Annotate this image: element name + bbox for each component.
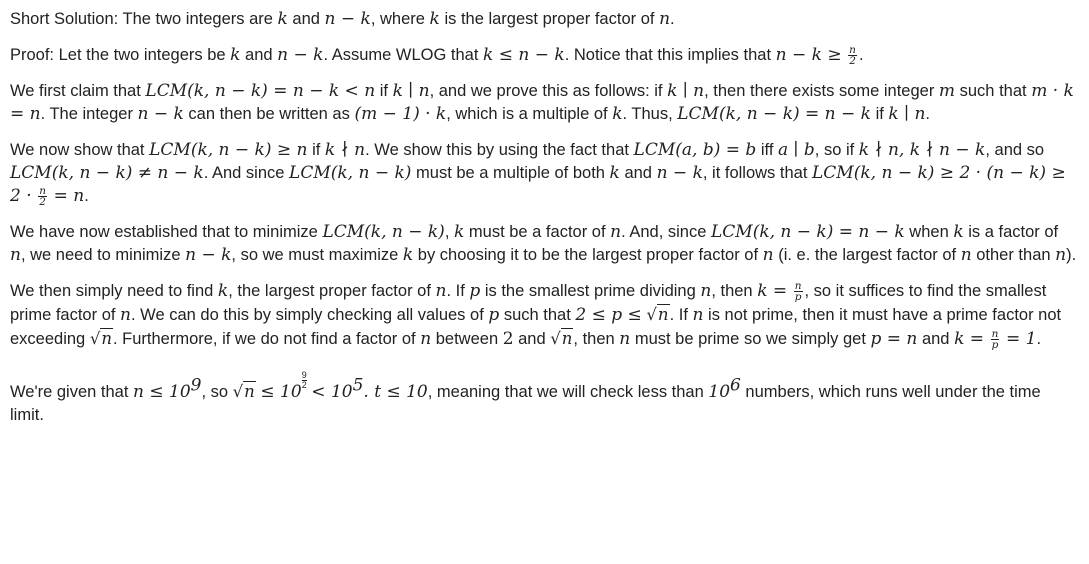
text: , so if [814, 141, 859, 159]
square-root [90, 330, 113, 348]
math: < 10 [311, 382, 353, 402]
text: We first claim that [10, 82, 146, 100]
text: Short Solution: The two integers are [10, 10, 278, 28]
square-root [233, 383, 256, 401]
math: = 1 [1005, 329, 1037, 349]
math: LCM(a, b) = b [633, 140, 757, 160]
text: , meaning that we will check less than [427, 383, 709, 401]
text: and [917, 330, 955, 348]
text: . And since [203, 164, 290, 182]
fraction-numerator: n [794, 280, 802, 293]
math: k [277, 9, 288, 29]
fraction-denominator: 2 [39, 196, 46, 209]
text: , we need to minimize [20, 246, 186, 264]
radical-sign-icon: √ [550, 329, 561, 348]
math: n − k ≥ [775, 45, 842, 65]
prime-factor-paragraph [10, 280, 1077, 351]
text: . And, since [621, 223, 711, 241]
text: . If [669, 306, 693, 324]
text: must be prime so we simply get [630, 330, 871, 348]
square-root [550, 330, 573, 348]
math: k ∤ n [324, 140, 366, 160]
exponent: 6 [730, 375, 741, 396]
math: k [217, 281, 229, 301]
math: = n [53, 186, 85, 206]
text: . [858, 46, 864, 64]
math: n [692, 305, 704, 325]
math: n − k [656, 163, 703, 183]
radicand: n [561, 329, 573, 348]
text: iff [756, 141, 778, 159]
fraction [991, 329, 1000, 350]
text: must be a multiple of both [411, 164, 610, 182]
math: k [402, 245, 414, 265]
text: if [375, 82, 393, 100]
math: m [938, 81, 956, 101]
text: . Assume WLOG that [323, 46, 484, 64]
text: , it follows that [702, 164, 813, 182]
math: n [762, 245, 774, 265]
math: LCM(k, n − k) = n − k < n [145, 81, 376, 101]
fraction-denominator: p [794, 291, 802, 304]
exponent: 5 [352, 375, 364, 396]
text: and [619, 164, 657, 182]
math: p [469, 281, 481, 301]
radical-sign-icon: √ [646, 305, 657, 324]
text: , and so [985, 141, 1045, 159]
math: n [1055, 245, 1067, 265]
math: 2 ≤ p ≤ [575, 305, 642, 325]
math: LCM(k, n − k) [322, 222, 445, 242]
fraction-numerator: n [991, 328, 999, 341]
text: and [240, 46, 278, 64]
text: , the largest proper factor of [228, 282, 436, 300]
text: . Furthermore, if we do not find a factor of [112, 330, 421, 348]
fraction-numerator: n [849, 44, 856, 57]
math: k = [757, 281, 788, 301]
math: 2 [502, 329, 514, 349]
second-claim-paragraph [10, 139, 1077, 208]
text: We then simply need to find [10, 282, 218, 300]
math: . t ≤ 10 [363, 382, 428, 402]
radicand: n [244, 382, 255, 401]
math: k [230, 45, 241, 65]
math: (m − 1) · k [354, 104, 447, 124]
math: LCM(k, n − k) = n − k [710, 222, 905, 242]
text: We have now established that to minimize [10, 223, 323, 241]
radical-sign-icon: √ [89, 329, 101, 348]
exponent-fraction [302, 371, 307, 390]
text: . [925, 105, 931, 123]
fraction-denominator: p [991, 339, 999, 352]
text: We now show that [10, 141, 150, 159]
fraction-numerator: n [39, 185, 46, 198]
text: . The integer [40, 105, 138, 123]
text: (i. e. the largest factor of [773, 246, 961, 264]
text: , then [711, 282, 758, 300]
fraction-denominator: 2 [849, 55, 856, 68]
math: n [700, 281, 712, 301]
text: and [513, 330, 551, 348]
proof-intro-paragraph [10, 44, 1077, 67]
text: if [307, 141, 325, 159]
math: LCM(k, n − k) ≠ n − k [10, 163, 204, 183]
math: n [435, 281, 447, 301]
math: 10 [708, 382, 731, 402]
math: n − k [185, 245, 232, 265]
text: , and we prove this as follows: if [429, 82, 668, 100]
math: n − k [137, 104, 184, 124]
math: n [120, 305, 131, 325]
text: , which is a multiple of [446, 105, 613, 123]
text: . [670, 10, 675, 28]
text: is the smallest prime dividing [480, 282, 701, 300]
text: , so it suffices to find the smallest prime factor of [10, 282, 1047, 324]
text: We're given that [10, 383, 133, 401]
math: LCM(k, n − k) [289, 163, 412, 183]
text: such that [499, 306, 576, 324]
text: . [1036, 330, 1042, 348]
fraction [848, 45, 857, 66]
radicand: n [101, 329, 112, 348]
radical-sign-icon: √ [232, 382, 244, 401]
math: p [488, 305, 500, 325]
text: and [287, 10, 325, 28]
text: is not prime, then it must have a prime factor not exceeding [10, 306, 1062, 348]
complexity-paragraph [10, 371, 1077, 427]
math: p = n [870, 329, 918, 349]
math: k ≤ n − k [483, 45, 565, 65]
math: m · k = n [10, 81, 1074, 124]
radicand: n [657, 305, 669, 324]
text: . Notice that this implies that [564, 46, 776, 64]
text: , then [573, 330, 620, 348]
text: is the largest proper factor of [439, 10, 660, 28]
text: by choosing it to be the largest proper factor of [413, 246, 763, 264]
fraction-denominator: 2 [301, 380, 307, 390]
text: ). [1066, 246, 1077, 264]
math: k [454, 222, 465, 242]
text: numbers, which runs well under the time limit. [10, 383, 1041, 424]
text: Proof: Let the two integers be [10, 46, 231, 64]
math: k [609, 163, 620, 183]
text: , so [201, 383, 233, 401]
math: LCM(k, n − k) ≥ n [149, 140, 308, 160]
short-solution-paragraph [10, 8, 1077, 31]
square-root [646, 306, 669, 324]
text: when [904, 223, 954, 241]
math: k ∤ n, k ∤ n − k [858, 140, 986, 160]
exponent: 9 [190, 375, 202, 396]
text: , [444, 223, 454, 241]
text: . We show this by using the fact that [365, 141, 634, 159]
math: k ∣ n [392, 81, 430, 101]
text: . We can do this by simply checking all values of [131, 306, 489, 324]
math: k = [954, 329, 985, 349]
math: k [429, 9, 440, 29]
fraction [794, 281, 803, 302]
first-claim-paragraph [10, 80, 1077, 126]
math: n [420, 329, 432, 349]
text: , so we must maximize [231, 246, 403, 264]
math: n [619, 329, 631, 349]
text: . Thus, [622, 105, 678, 123]
fraction [38, 186, 47, 207]
math: n − k [277, 45, 324, 65]
math: k ∣ n [667, 81, 705, 101]
math: a ∣ b [778, 140, 815, 160]
text: is a factor of [963, 223, 1059, 241]
math: k [612, 104, 623, 124]
fraction-numerator: 9 [301, 370, 307, 380]
math: k [953, 222, 964, 242]
math: ≤ 10 [260, 382, 302, 402]
math: k ∣ n [888, 104, 926, 124]
text: . If [446, 282, 470, 300]
text: other than [971, 246, 1056, 264]
minimize-paragraph [10, 221, 1077, 267]
math: n [610, 222, 622, 242]
text: can then be written as [183, 105, 355, 123]
math: LCM(k, n − k) = n − k [677, 104, 871, 124]
math: n [960, 245, 972, 265]
math: LCM(k, n − k) ≥ 2 · (n − k) ≥ 2 · [10, 163, 1066, 206]
math: n − k [324, 9, 371, 29]
math: n ≤ 10 [133, 382, 191, 402]
text: between [431, 330, 503, 348]
math: n [10, 245, 21, 265]
text: . [84, 187, 89, 205]
text: , then there exists some integer [704, 82, 939, 100]
math: n [659, 9, 671, 29]
text: , where [370, 10, 430, 28]
text: if [870, 105, 889, 123]
text: must be a factor of [464, 223, 611, 241]
text: such that [955, 82, 1032, 100]
